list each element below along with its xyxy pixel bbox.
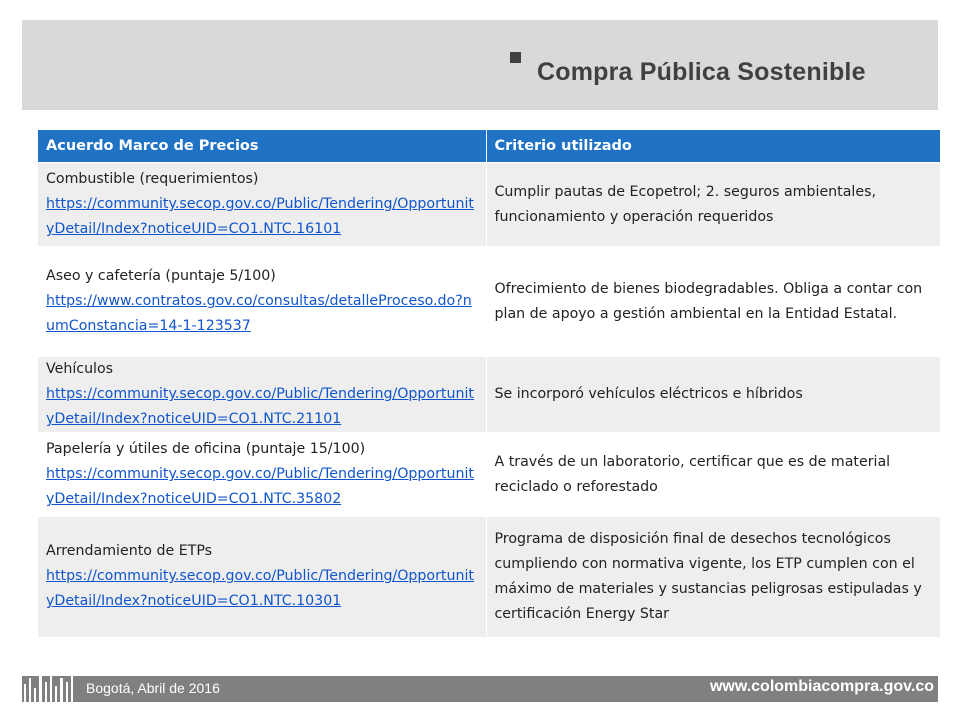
acuerdo-cell [38, 433, 486, 517]
table-row [38, 357, 940, 433]
acuerdo-label: Papelería y útiles de oficina (puntaje 15/100) [46, 441, 366, 457]
acuerdo-label: Arrendamiento de ETPs [46, 543, 213, 560]
column-header-acuerdo: Acuerdo Marco de Precios [38, 130, 486, 163]
acuerdo-cell [38, 163, 486, 247]
acuerdo-cell [38, 517, 486, 637]
secop-link[interactable]: https://community.secop.gov.co/Public/Tendering/OpportunityDetail/Index?noticeUID=CO1.NTC.16101 [46, 196, 474, 237]
criterio-cell: A través de un laboratorio, certificar que es de material reciclado o reforestado [486, 433, 940, 517]
column-header-criterio: Criterio utilizado [486, 130, 940, 163]
criterio-cell: Cumplir pautas de Ecopetrol; 2. seguros ambientales, funcionamiento y operación requeridos [486, 163, 940, 247]
acuerdo-cell [38, 357, 486, 433]
secop-link[interactable]: https://community.secop.gov.co/Public/Tendering/OpportunityDetail/Index?noticeUID=CO1.NTC.21101 [46, 386, 474, 427]
acuerdo-label: Aseo y cafetería (puntaje 5/100) [46, 268, 276, 284]
title-bullet-icon [510, 52, 521, 63]
barcode-logo-icon [22, 662, 78, 702]
acuerdo-label: Vehículos [46, 361, 114, 377]
footer-date: Bogotá, Abril de 2016 [86, 680, 220, 696]
table-row [38, 247, 940, 357]
criterio-cell: Ofrecimiento de bienes biodegradables. Obliga a contar con plan de apoyo a gestión ambiental en la Entidad Estatal. [486, 247, 940, 357]
criteria-table [38, 130, 940, 637]
footer-website-link[interactable]: www.colombiacompra.gov.co [709, 678, 934, 695]
page-title: Compra Pública Sostenible [537, 58, 866, 86]
table-row [38, 163, 940, 247]
secop-link[interactable]: https://community.secop.gov.co/Public/Tendering/OpportunityDetail/Index?noticeUID=CO1.NTC.35802 [46, 466, 474, 507]
criterio-cell: Programa de disposición final de desechos tecnológicos cumpliendo con normativa vigente, los ETP cumplen con el máximo de materiales y sustancias peligrosas estipuladas y certificación Energy Star [486, 517, 940, 637]
table-row [38, 433, 940, 517]
criterio-cell: Se incorporó vehículos eléctricos e híbridos [486, 357, 940, 433]
contratos-link[interactable]: https://www.contratos.gov.co/consultas/detalleProceso.do?numConstancia=14-1-123537 [46, 293, 472, 334]
secop-link[interactable]: https://community.secop.gov.co/Public/Tendering/OpportunityDetail/Index?noticeUID=CO1.NTC.10301 [46, 568, 474, 610]
acuerdo-cell [38, 247, 486, 357]
table-row [38, 517, 940, 637]
acuerdo-label: Combustible (requerimientos) [46, 171, 259, 187]
table-header-row [38, 130, 940, 163]
